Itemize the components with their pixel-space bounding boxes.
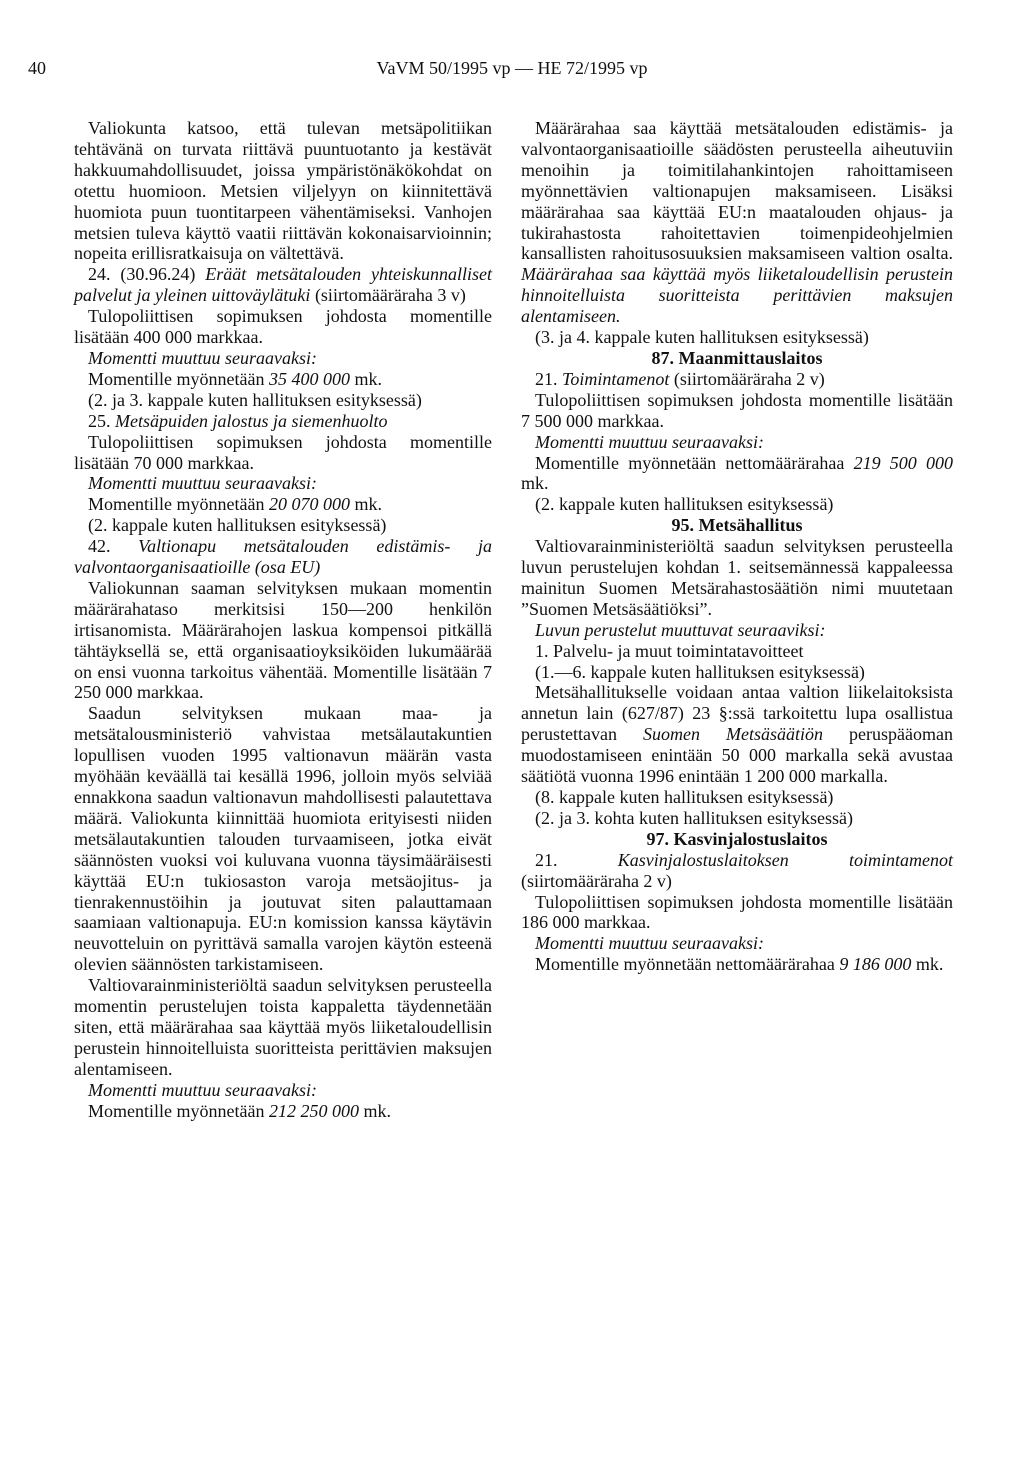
item-42-title: Valtionapu metsätalouden edistämis- ja valvontaorganisaatioille (osa EU) xyxy=(74,536,493,578)
grant-prefix: Momentille myönnetään nettomäärärahaa xyxy=(535,452,845,473)
right-column xyxy=(521,118,953,975)
section-97-heading: 97. Kasvinjalostuslaitos xyxy=(646,828,828,849)
item-42-changes: Momentti muuttuu seuraavaksi: xyxy=(88,1079,317,1100)
grant-amount: 35 400 000 xyxy=(268,368,350,389)
intro-paragraph: Valiokunta katsoo, että tulevan metsäpolitiikan tehtävänä on turvata riittävä puuntuotanto ja kestävät hakkuumahdollisuudet, joissa ympäristönäkökohdat on otettu huomioon. Metsien viljelyyn on kiinnitettävä huomiota puun tuontitarpeen vähentämiseksi. Vanhojen metsien tuleva käyttö vaatii riittävän kokonaisarvioinnin; nopeita erillisratkaisuja on vältettävä. xyxy=(74,118,492,264)
grant-amount: 20 070 000 xyxy=(268,494,350,515)
item-25-number: 25. xyxy=(88,410,111,431)
grant-amount: 219 500 000 xyxy=(853,452,954,473)
grant-prefix: Momentille myönnetään xyxy=(88,368,265,389)
item-title: Toimintamenot xyxy=(562,368,670,389)
section-95-note-a: (1.—6. kappale kuten hallituksen esityksessä) xyxy=(535,661,865,682)
item-24-title: Eräät metsätalouden yhteiskunnalliset palvelut ja yleinen uittoväylätuki xyxy=(74,264,492,306)
item-type: (siirtomääräraha 2 v) xyxy=(521,870,672,891)
continuation-text: Määrärahaa saa käyttää metsätalouden edistämis- ja valvontaorganisaatioille säädösten perusteella aiheutuviin menoihin ja toimitilahankintojen rahoittamiseen myönnettävien valtionapujen maksamiseen. Lisäksi määrärahaa saa käyttää EU:n maatalouden ohjaus- ja tukirahastosta rahoitettavien toimenpideohjelmien kansallisten rahoitusosuuksien maksamiseen valtion osalta. xyxy=(521,118,953,264)
grant-suffix: mk. xyxy=(521,473,549,494)
grant-prefix: Momentille myönnetään nettomäärärahaa xyxy=(535,954,835,975)
item-42-paragraph-1: Valiokunnan saaman selvityksen mukaan momentin määrärahataso merkitsisi 150—200 henkilön irtisanomista. Määrärahojen laskua kompensoi pitkällä tähtäyksellä se, että organisaatioyksiköiden lukumäärää on ensi vuonna tarkoitus vähentää. Momentille lisätään 7 250 000 markkaa. xyxy=(74,577,492,703)
item-number: 21. xyxy=(535,849,558,870)
section-95-item-1: 1. Palvelu- ja muut toimintatavoitteet xyxy=(535,640,804,661)
item-25-title: Metsäpuiden jalostus ja siemenhuolto xyxy=(115,410,388,431)
grant-suffix: mk. xyxy=(354,368,382,389)
section-95-note-b: (8. kappale kuten hallituksen esityksessä) xyxy=(535,787,834,807)
continuation-italic-text: Määrärahaa saa käyttää myös liiketaloudellisin perustein hinnoitelluista suoritteista perittävien maksujen alentamiseen. xyxy=(521,264,953,327)
item-24-changes: Momentti muuttuu seuraavaksi: xyxy=(88,347,317,368)
grant-prefix: Momentille myönnetään xyxy=(88,1100,265,1121)
item-42-paragraph-2: Saadun selvityksen mukaan maa- ja metsätalousministeriö vahvistaa metsälautakuntien lopullisen vuoden 1995 valtionavun määrän vasta myöhään keväällä tai kesällä 1996, jolloin myös selviää ennakkona saadun valtionavun mahdollisesti palautettava määrä. Valiokunta kiinnittää huomiota erityisesti niiden metsälautakuntien talouden turvaamiseen, jotka eivät säännösten vuoksi voi kuluvana vuonna täysimääräisesti käyttää EU:n tukiosaston varoja metsäojitus- ja tienrakennustöihin ja joutuvat siten palauttamaan saamiaan valtionapuja. EU:n komission kanssa käytävin neuvotteluin on pyrittävä samalla varojen käytön esteenä olevien säännösten tarkistamiseen. xyxy=(74,703,492,975)
item-87-21-heading xyxy=(521,369,953,390)
item-42-continuation xyxy=(521,118,953,327)
foundation-name: Suomen Metsäsäätiön xyxy=(643,724,824,745)
grant-amount: 212 250 000 xyxy=(268,1100,359,1121)
item-42-note: (3. ja 4. kappale kuten hallituksen esityksessä) xyxy=(535,327,869,348)
item-number: 21. xyxy=(535,368,558,389)
item-97-21-changes: Momentti muuttuu seuraavaksi: xyxy=(535,933,764,954)
section-87-heading: 87. Maanmittauslaitos xyxy=(651,347,823,368)
grant-suffix: mk. xyxy=(354,494,382,515)
item-42-grant xyxy=(74,1101,492,1122)
item-24-grant xyxy=(74,369,492,390)
section-95-heading: 95. Metsähallitus xyxy=(671,515,803,536)
left-column xyxy=(74,118,492,1122)
item-87-21-note: (2. kappale kuten hallituksen esityksessä) xyxy=(535,494,834,515)
paragraph-text-end: peruspääoman muodostamiseen enintään 50 000 markalla sekä avustaa säätiötä vuonna 1996 enintään 1 200 000 markalla. xyxy=(521,724,954,787)
section-95-paragraph-1: Valtiovarainministeriöltä saadun selvityksen perusteella luvun perustelujen kohdan 1. seitsemännessä kappaleessa mainitun Suomen Metsärahastosäätiön nimi muutetaan ”Suomen Metsäsäätiöksi”. xyxy=(521,536,953,619)
item-24-note: (2. ja 3. kappale kuten hallituksen esityksessä) xyxy=(88,389,422,410)
item-24-heading xyxy=(74,264,492,306)
item-87-21-grant xyxy=(521,453,953,495)
paragraph-text-start: Metsähallitukselle voidaan antaa valtion liikelaitoksista annetun lain (627/87) 23 §:ssä tarkoitettu lupa osallistua perustettavan xyxy=(521,682,953,745)
item-42-heading xyxy=(74,536,492,578)
section-95-paragraph-2 xyxy=(521,682,953,787)
item-42-number: 42. xyxy=(88,536,111,557)
item-42-paragraph-3: Valtiovarainministeriöltä saadun selvityksen perusteella momentin perustelujen toista kappaletta täydennetään siten, että määrärahaa saa käyttää myös liiketaloudellisin perustein hinnoitelluista suoritteista perittävien maksujen alentamiseen. xyxy=(74,975,492,1079)
item-25-note: (2. kappale kuten hallituksen esityksessä) xyxy=(88,515,387,536)
item-title: Kasvinjalostuslaitoksen toimintamenot xyxy=(617,849,953,870)
running-head: VaVM 50/1995 vp — HE 72/1995 vp xyxy=(376,58,648,78)
section-95-note-c: (2. ja 3. kohta kuten hallituksen esityksessä) xyxy=(535,807,853,828)
grant-suffix: mk. xyxy=(363,1100,391,1121)
item-25-changes: Momentti muuttuu seuraavaksi: xyxy=(88,473,317,494)
item-24-text: Tulopoliittisen sopimuksen johdosta momentille lisätään 400 000 markkaa. xyxy=(74,306,492,348)
item-97-21-grant xyxy=(521,954,953,975)
item-97-21-heading xyxy=(521,850,953,892)
item-25-text: Tulopoliittisen sopimuksen johdosta momentille lisätään 70 000 markkaa. xyxy=(74,431,492,473)
item-87-21-changes: Momentti muuttuu seuraavaksi: xyxy=(535,431,764,452)
item-97-21-text: Tulopoliittisen sopimuksen johdosta momentille lisätään 186 000 markkaa. xyxy=(521,891,953,933)
page-number: 40 xyxy=(28,58,46,78)
grant-suffix: mk. xyxy=(915,954,944,975)
item-25-grant xyxy=(74,494,492,515)
grant-amount: 9 186 000 xyxy=(839,954,912,975)
section-95-changes: Luvun perustelut muuttuvat seuraaviksi: xyxy=(535,619,826,640)
item-25-heading xyxy=(74,411,492,432)
item-24-type: (siirtomääräraha 3 v) xyxy=(314,285,466,306)
grant-prefix: Momentille myönnetään xyxy=(88,494,265,515)
item-type: (siirtomääräraha 2 v) xyxy=(673,368,825,389)
item-24-number: 24. (30.96.24) xyxy=(88,264,196,285)
item-87-21-text: Tulopoliittisen sopimuksen johdosta momentille lisätään 7 500 000 markkaa. xyxy=(521,389,953,431)
